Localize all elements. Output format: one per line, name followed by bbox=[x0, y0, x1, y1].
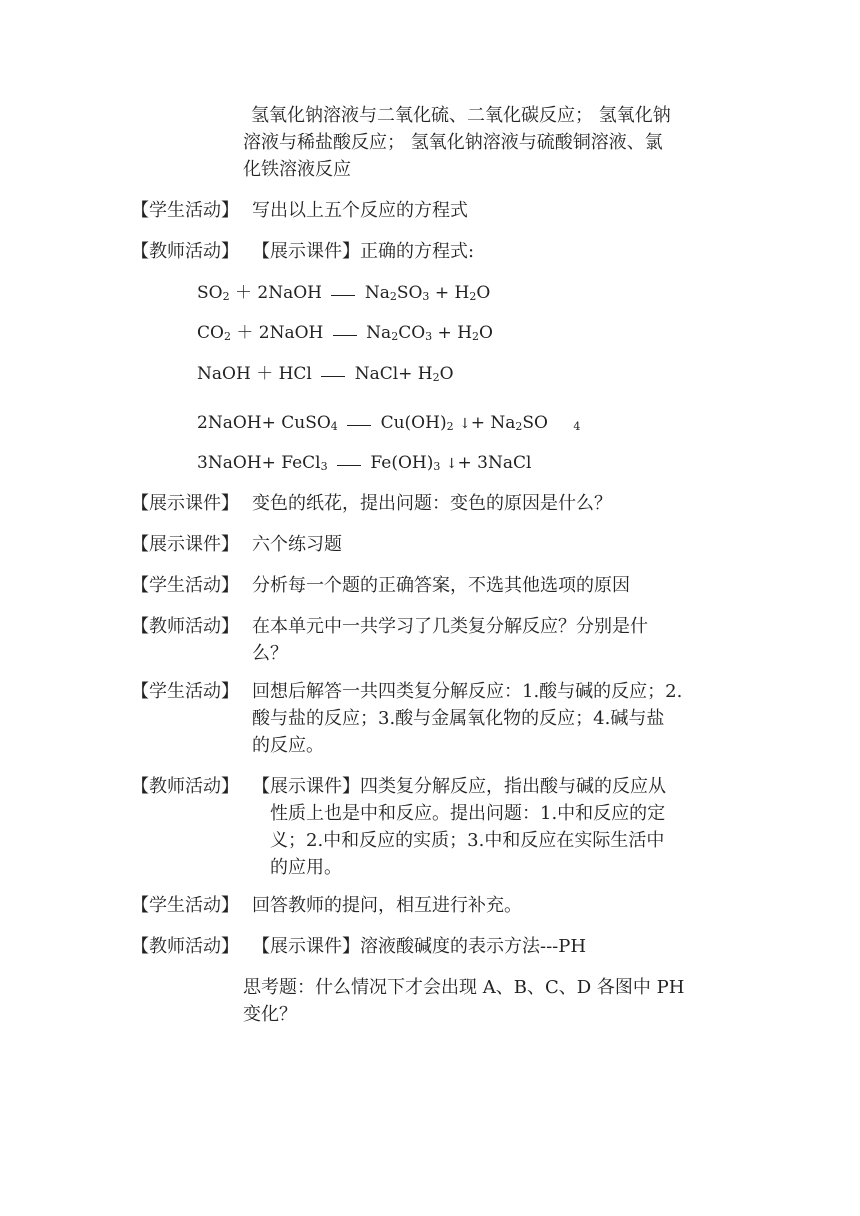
entry-text: 变色的纸花，提出问题：变色的原因是什么？ bbox=[252, 493, 612, 514]
entry-tag: 【教师活动】 bbox=[131, 936, 239, 957]
entry-tag: 【展示课件】 bbox=[131, 493, 239, 514]
entry-text-line-4: 的应用。 bbox=[270, 857, 342, 878]
equation-cuso4: 2NaOH+ CuSO$_4$ $Cu(OH)_2$ ↓+ $Na_2SO$ $_4$ bbox=[197, 413, 581, 433]
entry-tag: 【教师活动】 bbox=[131, 776, 239, 797]
entry-tag: 【学生活动】 bbox=[131, 200, 239, 221]
entry-text-line-2: 么？ bbox=[252, 643, 288, 664]
entry-text-line-3: 的反应。 bbox=[252, 735, 324, 756]
entry-text-line-1: 在本单元中一共学习了几类复分解反应？分别是什 bbox=[252, 616, 648, 637]
entry-text-line-2: 酸与盐的反应；3.酸与金属氧化物的反应；4.碱与盐 bbox=[252, 708, 665, 729]
entry-text: 六个练习题 bbox=[252, 534, 342, 555]
equation-co2: $CO_2$ ＋ 2NaOH $Na_2CO_3 + H_2O$ bbox=[197, 323, 493, 343]
think-question-line-1: 思考题：什么情况下才会出现 A、B、C、D 各图中 PH bbox=[243, 977, 685, 998]
entry-tag: 【展示课件】 bbox=[131, 534, 239, 555]
entry-tag: 【学生活动】 bbox=[131, 895, 239, 916]
equation-hcl: NaOH ＋ HCl NaCl+ $H_2O$ bbox=[197, 364, 454, 384]
entry-tag: 【学生活动】 bbox=[131, 575, 239, 596]
entry-tag: 【教师活动】 bbox=[131, 241, 239, 262]
intro-line-3: 化铁溶液反应 bbox=[243, 159, 351, 180]
entry-tag: 【学生活动】 bbox=[131, 681, 239, 702]
entry-text-line-2: 性质上也是中和反应。提出问题：1.中和反应的定 bbox=[270, 803, 666, 824]
entry-text: 【展示课件】溶液酸碱度的表示方法---PH bbox=[252, 936, 587, 957]
equation-so2: $SO_2$ ＋ 2NaOH $Na_2SO_3 + H_2O$ bbox=[197, 283, 491, 303]
entry-text: 写出以上五个反应的方程式 bbox=[252, 200, 468, 221]
equation-fecl3: 3NaOH+ FeCl$_3$ $Fe(OH)_3$ ↓+ 3NaCl bbox=[197, 453, 532, 473]
entry-text-line-1: 回想后解答一共四类复分解反应：1.酸与碱的反应；2. bbox=[252, 681, 683, 702]
entry-text-line-3: 义；2.中和反应的实质；3.中和反应在实际生活中 bbox=[270, 830, 665, 851]
entry-text: 【展示课件】正确的方程式: bbox=[252, 241, 475, 262]
intro-line-2: 溶液与稀盐酸反应； 氢氧化钠溶液与硫酸铜溶液、氯 bbox=[243, 132, 663, 153]
think-question-line-2: 变化？ bbox=[243, 1004, 297, 1025]
entry-text: 分析每一个题的正确答案，不选其他选项的原因 bbox=[252, 575, 630, 596]
entry-text: 回答教师的提问，相互进行补充。 bbox=[252, 895, 522, 916]
entry-tag: 【教师活动】 bbox=[131, 616, 239, 637]
entry-text-line-1: 【展示课件】四类复分解反应，指出酸与碱的反应从 bbox=[252, 776, 666, 797]
intro-line-1: 氢氧化钠溶液与二氧化硫、二氧化碳反应； 氢氧化钠 bbox=[251, 105, 671, 126]
